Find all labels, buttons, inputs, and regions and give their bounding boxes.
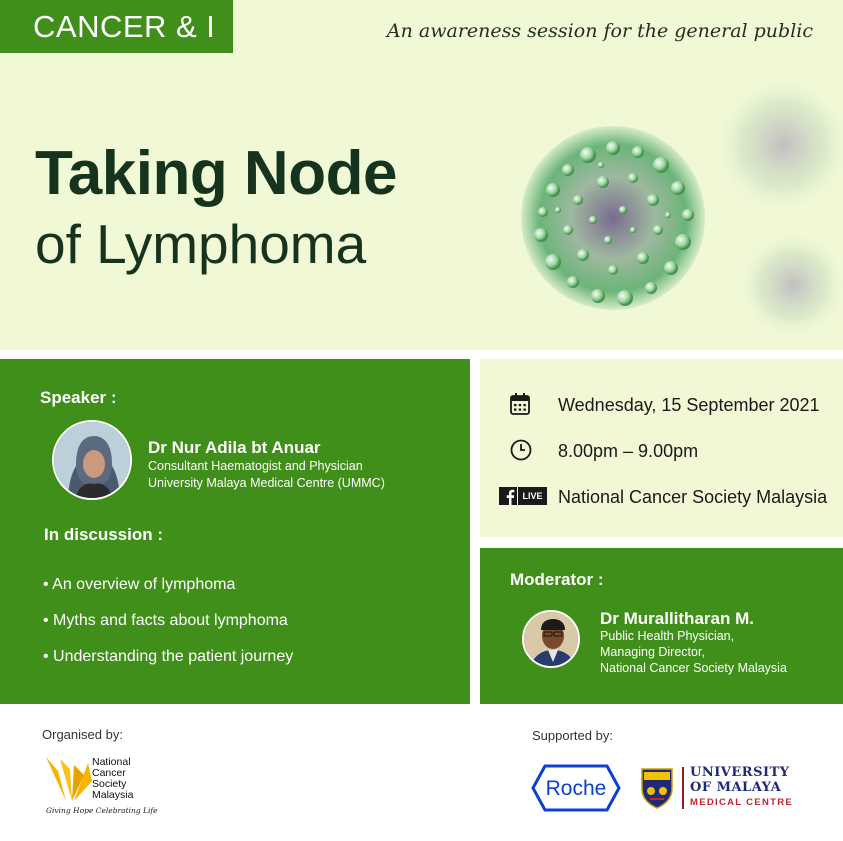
ncsm-wordmark <box>92 757 133 801</box>
moderator-heading: Moderator : <box>510 570 604 589</box>
ncsm-slogan: Giving Hope Celebrating Life <box>46 806 158 815</box>
tagline: An awareness session for the general public <box>386 20 813 42</box>
speaker-role: Consultant Haematogist and Physician <box>148 459 363 473</box>
moderator-role-3: National Cancer Society Malaysia <box>600 661 787 675</box>
um-crest-icon <box>640 767 674 809</box>
lymphocyte-illustration <box>483 70 843 350</box>
speaker-name: Dr Nur Adila bt Anuar <box>148 438 321 457</box>
discussion-heading: In discussion : <box>44 525 164 544</box>
ncsm-line-3: Society <box>92 778 127 790</box>
roche-logo <box>531 763 621 813</box>
title-line-1: Taking Node <box>35 139 397 208</box>
speaker-heading: Speaker : <box>40 388 117 407</box>
calendar-icon <box>510 393 530 420</box>
um-line-3: MEDICAL CENTRE <box>690 797 793 808</box>
discussion-topic: • Understanding the patient journey <box>43 648 294 665</box>
speaker-avatar <box>52 420 132 500</box>
moderator-avatar <box>522 610 580 668</box>
moderator-name: Dr Murallitharan M. <box>600 609 754 628</box>
title-line-2: of Lymphoma <box>35 213 367 275</box>
um-divider <box>682 767 684 809</box>
discussion-topic: • An overview of lymphoma <box>43 576 236 593</box>
clock-icon <box>510 439 532 466</box>
ncsm-line-1: National <box>92 756 131 768</box>
event-date: Wednesday, 15 September 2021 <box>558 395 820 415</box>
event-info-panel <box>480 359 843 537</box>
moderator-panel <box>480 548 843 704</box>
ncsm-line-4: Malaysia <box>92 789 134 801</box>
speaker-panel <box>0 359 470 704</box>
hero-banner <box>0 0 843 350</box>
moderator-role-2: Managing Director, <box>600 645 705 659</box>
roche-wordmark: Roche <box>545 777 607 800</box>
series-tag: CANCER & I <box>0 0 233 53</box>
discussion-topic: • Myths and facts about lymphoma <box>43 612 288 629</box>
ncsm-line-2: Cancer <box>92 767 126 779</box>
speaker-affiliation: University Malaya Medical Centre (UMMC) <box>148 476 385 490</box>
um-line-2: OF MALAYA <box>690 780 782 795</box>
live-badge: LIVE <box>518 487 547 505</box>
supported-by-label: Supported by: <box>532 728 613 743</box>
event-platform: National Cancer Society Malaysia <box>558 487 828 507</box>
um-line-1: UNIVERSITY <box>690 765 790 780</box>
facebook-icon <box>499 487 517 510</box>
moderator-role-1: Public Health Physician, <box>600 629 735 643</box>
organised-by-label: Organised by: <box>42 727 123 742</box>
event-time: 8.00pm – 9.00pm <box>558 441 699 461</box>
